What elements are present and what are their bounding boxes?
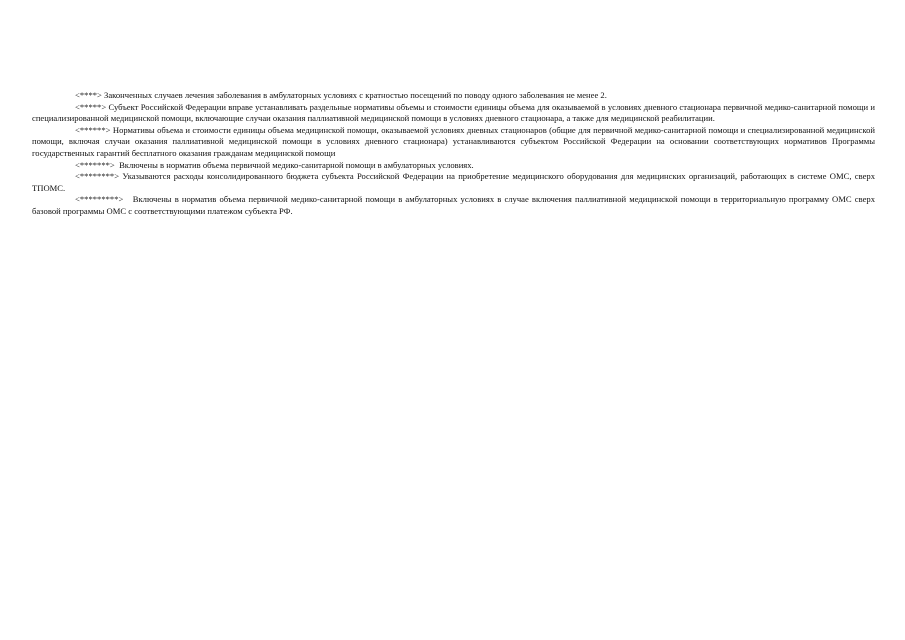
footnote-6: <******> Нормативы объема и стоимости единицы объема медицинской помощи, оказываемой условиях дневных стационаров (общие для первичной медико-санитарной помощи и специализированной медицинской помощи, включая случаи оказания паллиативной медицинской помощи в условиях дневного стационара) устанавливаются субъектом Российской Федерации на основании соответствующих нормативов Программы государственных гарантий бесплатного оказания гражданам медицинской помощи bbox=[32, 124, 878, 158]
footnote-8: <********> Указываются расходы консолидированного бюджета субъекта Российской Федерации на приобретение медицинского оборудования для медицинских организаций, работающих в системе ОМС, сверх ТПОМС. bbox=[32, 171, 882, 193]
footnote-7: <*******> Включены в норматив объема первичной медико-санитарной помощи в амбулаторных условиях. bbox=[75, 159, 474, 170]
footnotes-block bbox=[32, 90, 882, 218]
footnote-5: <*****> Субъект Российской Федерации вправе устанавливать раздельные нормативы объемы и стоимости единицы объема для оказываемой в условиях дневного стационара первичной медико-санитарной помощи и специализированной медицинской помощи, включающие случаи оказания паллиативной медицинской помощи в условиях дневного стационара, а также для медицинской реабилитации. bbox=[32, 101, 878, 124]
footnote-9: <*********> Включены в норматив объема первичной медико-санитарной помощи в амбулаторных условиях в случае включения паллиативной медицинской помощи в территориальную программу ОМС сверх базовой программы ОМС с соответствующими платежом субъекта РФ. bbox=[32, 194, 878, 216]
footnote-4: <****> Законченных случаев лечения заболевания в амбулаторных условиях с кратностью посещений по поводу одного заболевания не менее 2. bbox=[75, 90, 607, 100]
